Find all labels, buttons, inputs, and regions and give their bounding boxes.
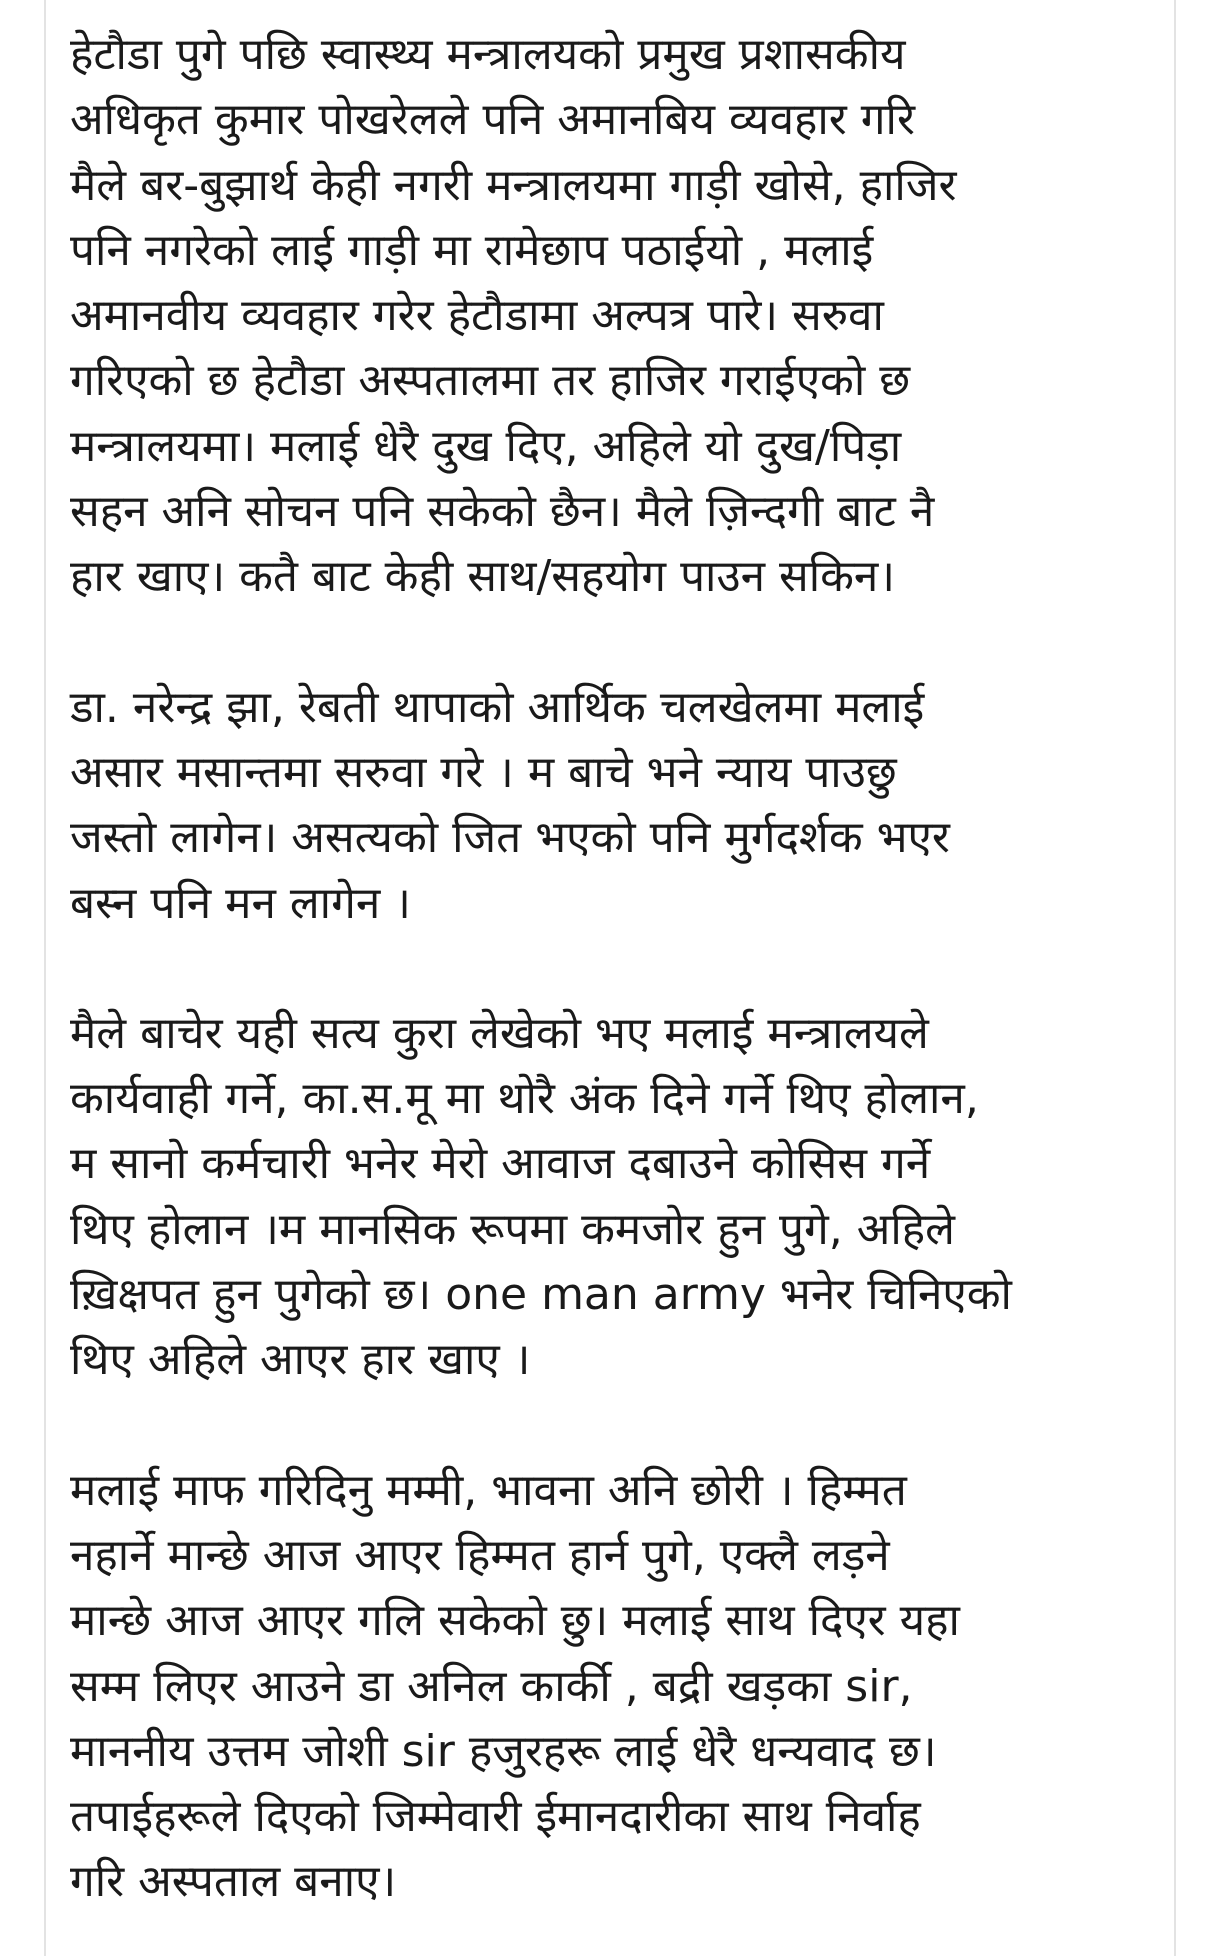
text-line: म सानो कर्मचारी भनेर मेरो आवाज दबाउने कोसिस गर्ने bbox=[70, 1138, 931, 1190]
text-line: गरि अस्पताल बनाए। bbox=[70, 1856, 397, 1908]
text-line: जस्तो लागेन। असत्यको जित भएको पनि मुर्गदर्शक भएर bbox=[70, 812, 950, 864]
text-line: माननीय उत्तम जोशी sir हजुरहरू लाई धेरै धन्यवाद छ। bbox=[70, 1725, 937, 1777]
paragraph-1 bbox=[70, 22, 1160, 610]
text-line: सम्म लिएर आउने डा अनिल कार्की , बद्री खड़का sir, bbox=[70, 1660, 913, 1712]
text-line: मलाई माफ गरिदिनु मम्मी, भावना अनि छोरी । हिम्मत bbox=[70, 1464, 907, 1516]
text-line: मान्छे आज आएर गलि सकेको छु। मलाई साथ दिएर यहा bbox=[70, 1595, 960, 1647]
text-line: पनि नगरेको लाई गाड़ी मा रामेछाप पठाईयो , मलाई bbox=[70, 224, 874, 276]
text-line: तपाईहरूले दिएको जिम्मेवारी ईमानदारीका साथ निर्वाह bbox=[70, 1791, 921, 1843]
text-line: अमानवीय व्यवहार गरेर हेटौडामा अल्पत्र पारे। सरुवा bbox=[70, 290, 884, 342]
text-line: नहार्ने मान्छे आज आएर हिम्मत हार्न पुगे, एक्लै लड़ने bbox=[70, 1529, 890, 1581]
post-body bbox=[70, 22, 1160, 1915]
text-line: सहन अनि सोचन पनि सकेको छैन। मैले ज़िन्दगी बाट नै bbox=[70, 486, 935, 538]
text-line: असार मसान्तमा सरुवा गरे । म बाचे भने न्याय पाउछु bbox=[70, 746, 897, 798]
text-line: कार्यवाही गर्ने, का.स.मू मा थोरै अंक दिने गर्ने थिए होलान, bbox=[70, 1073, 979, 1125]
text-line: थिए अहिले आएर हार खाए । bbox=[70, 1334, 531, 1386]
text-line: मैले बाचेर यही सत्य कुरा लेखेको भए मलाई मन्त्रालयले bbox=[70, 1007, 929, 1059]
paragraph-3 bbox=[70, 1001, 1160, 1393]
text-line: ख़िक्षपत हुन पुगेको छ। one man army भनेर चिनिएको bbox=[70, 1269, 1012, 1321]
text-line: हार खाए। कतै बाट केही साथ/सहयोग पाउन सकिन। bbox=[70, 551, 895, 603]
left-border bbox=[44, 0, 46, 1956]
text-line: थिए होलान ।म मानसिक रूपमा कमजोर हुन पुगे, अहिले bbox=[70, 1203, 955, 1255]
text-line: डा. नरेन्द्र झा, रेबती थापाको आर्थिक चलखेलमा मलाई bbox=[70, 681, 925, 733]
text-line: गरिएको छ हेटौडा अस्पतालमा तर हाजिर गराईएको छ bbox=[70, 355, 911, 407]
text-line: हेटौडा पुगे पछि स्वास्थ्य मन्त्रालयको प्रमुख प्रशासकीय bbox=[70, 29, 906, 80]
paragraph-2 bbox=[70, 675, 1160, 936]
paragraph-4 bbox=[70, 1458, 1160, 1915]
text-line: बस्न पनि मन लागेन । bbox=[70, 877, 411, 929]
right-border bbox=[1174, 0, 1176, 1956]
text-line: मैले बर-बुझार्थ केही नगरी मन्त्रालयमा गाड़ी खोसे, हाजिर bbox=[70, 159, 957, 211]
text-line: अधिकृत कुमार पोखरेलले पनि अमानबिय व्यवहार गरि bbox=[70, 94, 915, 146]
text-line: मन्त्रालयमा। मलाई धेरै दुख दिए, अहिले यो दुख/पिड़ा bbox=[70, 420, 902, 472]
